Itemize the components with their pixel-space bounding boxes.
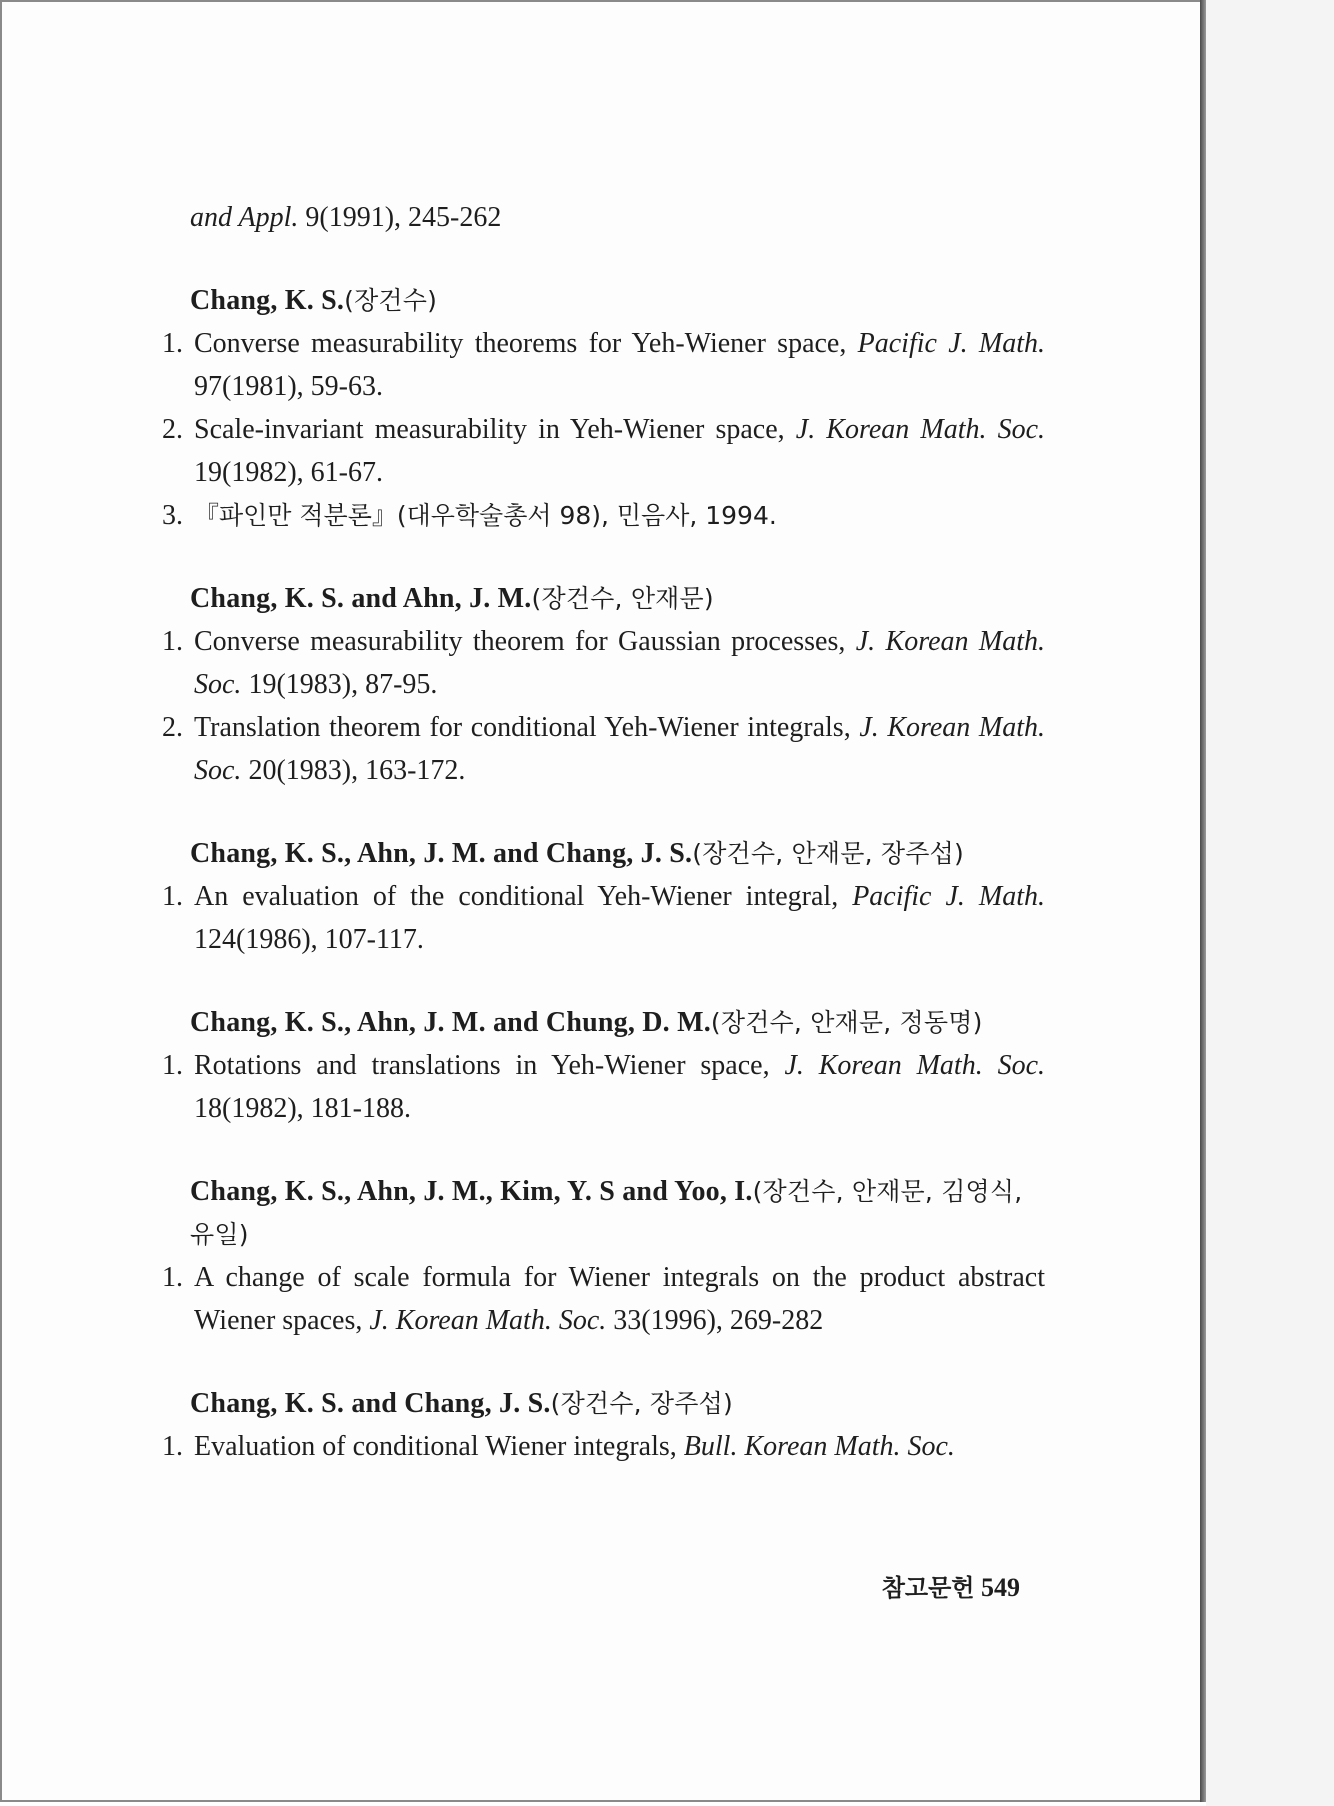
author-names: Chang, K. S., Ahn, J. M. and Chung, D. M. (190, 1007, 711, 1038)
author-heading (160, 1170, 1045, 1256)
reference-item (160, 875, 1045, 961)
reference-title: Translation theorem for conditional Yeh-Wiener integrals, (194, 712, 860, 743)
journal-name: J. Korean Math. Soc. (194, 712, 1046, 786)
author-names-korean: (장건수, 안재문, 김영식, 유일) (190, 1177, 1023, 1249)
author-heading (160, 577, 1045, 620)
page-number: 549 (981, 1573, 1020, 1602)
author-heading (160, 832, 1045, 875)
reference-title: Rotations and translations in Yeh-Wiener space, (194, 1050, 785, 1081)
reference-entry (160, 1382, 1045, 1468)
reference-title: Evaluation of conditional Wiener integrals, (194, 1431, 684, 1462)
reference-item (160, 322, 1045, 408)
reference-number: 1. (162, 1050, 183, 1081)
citation-details: 9(1991), 245-262 (298, 202, 502, 233)
author-names: Chang, K. S. and Chang, J. S. (190, 1388, 551, 1419)
viewer-background (1206, 0, 1334, 1806)
reference-number: 1. (162, 1431, 183, 1462)
journal-name: J. Korean Math. Soc. (369, 1305, 607, 1336)
page-footer (860, 1568, 1020, 1603)
author-names: Chang, K. S., Ahn, J. M. and Chang, J. S. (190, 838, 693, 869)
reference-entry (160, 577, 1045, 792)
section-name: 참고문헌 (881, 1574, 975, 1602)
reference-title: A change of scale formula for Wiener integrals on the product abstract Wiener spaces, (194, 1262, 1045, 1336)
reference-entry (160, 279, 1045, 537)
citation-details: 18(1982), 181-188. (194, 1093, 411, 1124)
author-heading (160, 279, 1045, 322)
citation-details: 20(1983), 163-172. (241, 755, 466, 786)
reference-item (160, 1044, 1045, 1130)
reference-number: 2. (162, 414, 183, 445)
journal-name: Pacific J. Math. (852, 881, 1045, 912)
reference-entry (160, 832, 1045, 961)
journal-name: J. Korean Math. Soc. (795, 414, 1046, 445)
reference-title: Converse measurability theorems for Yeh-Wiener space, (194, 328, 858, 359)
author-heading (160, 1001, 1045, 1044)
reference-title: Converse measurability theorem for Gaussian processes, (194, 626, 856, 657)
reference-title: Scale-invariant measurability in Yeh-Wiener space, (194, 414, 796, 445)
journal-name: and Appl. (190, 202, 299, 233)
author-names-korean: (장건수, 안재문) (531, 584, 714, 613)
reference-number: 3. (162, 500, 183, 531)
author-names: Chang, K. S. (190, 285, 345, 316)
reference-number: 1. (162, 626, 183, 657)
reference-title: An evaluation of the conditional Yeh-Wiener integral, (194, 881, 853, 912)
references-body (160, 196, 1045, 1508)
reference-entry (160, 1170, 1045, 1342)
citation-details: 124(1986), 107-117. (194, 924, 424, 955)
continued-reference (160, 196, 1045, 239)
reference-item (160, 1425, 1045, 1468)
journal-name: Pacific J. Math. (857, 328, 1046, 359)
author-names: Chang, K. S., Ahn, J. M., Kim, Y. S and Yoo, I. (190, 1176, 753, 1207)
reference-entry (160, 1001, 1045, 1130)
journal-name: J. Korean Math. Soc. (194, 626, 1045, 700)
reference-item (160, 408, 1045, 494)
reference-number: 1. (162, 1262, 183, 1293)
reference-item (160, 494, 1045, 537)
reference-title: 『파인만 적분론』(대우학술총서 98), 민음사, 1994. (194, 501, 777, 530)
author-names-korean: (장건수) (344, 286, 438, 315)
citation-details: 19(1982), 61-67. (194, 457, 383, 488)
author-names-korean: (장건수, 안재문, 장주섭) (692, 839, 964, 868)
reference-number: 1. (162, 328, 183, 359)
reference-number: 2. (162, 712, 183, 743)
journal-name: Bull. Korean Math. Soc. (683, 1431, 955, 1462)
reference-entries (160, 279, 1045, 1468)
reference-item (160, 706, 1045, 792)
author-names-korean: (장건수, 장주섭) (550, 1389, 733, 1418)
author-names: Chang, K. S. and Ahn, J. M. (190, 583, 532, 614)
citation-details: 19(1983), 87-95. (241, 669, 438, 700)
journal-name: J. Korean Math. Soc. (784, 1050, 1045, 1081)
author-heading (160, 1382, 1045, 1425)
reference-item (160, 1256, 1045, 1342)
citation-details: 97(1981), 59-63. (194, 371, 383, 402)
citation-details: 33(1996), 269-282 (606, 1305, 824, 1336)
author-names-korean: (장건수, 안재문, 정동명) (710, 1008, 983, 1037)
reference-number: 1. (162, 881, 183, 912)
reference-item (160, 620, 1045, 706)
